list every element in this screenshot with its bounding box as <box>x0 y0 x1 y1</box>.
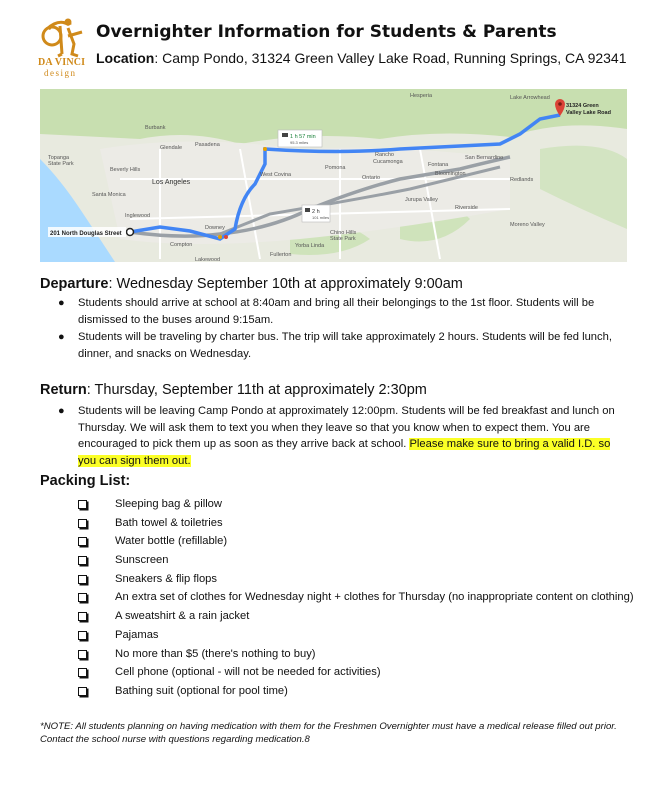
list-item: An extra set of clothes for Wednesday night + clothes for Thursday (no inappropriate content on clothing) <box>78 588 638 607</box>
logo-subtitle: design <box>44 68 77 78</box>
svg-text:West Covina: West Covina <box>260 172 292 178</box>
packing-list <box>78 495 638 701</box>
svg-text:Hesperia: Hesperia <box>410 93 433 99</box>
svg-text:Inglewood: Inglewood <box>125 213 151 219</box>
list-item: Sneakers & flip flops <box>78 570 638 589</box>
svg-text:Santa Monica: Santa Monica <box>92 192 126 198</box>
svg-text:Fullerton: Fullerton <box>270 252 292 258</box>
map-end-label-2: Valley Lake Road <box>566 110 611 116</box>
departure-value: : Wednesday September 10th at approximately 9:00am <box>108 276 463 292</box>
list-item: Water bottle (refillable) <box>78 532 638 551</box>
svg-text:Moreno Valley: Moreno Valley <box>510 222 545 228</box>
location-line <box>96 50 627 66</box>
route2-distance: 101 miles <box>312 215 330 220</box>
map-end-label: 31324 Green <box>566 103 599 109</box>
svg-text:Riverside: Riverside <box>455 205 478 211</box>
svg-text:State Park: State Park <box>48 161 74 167</box>
return-list <box>58 403 628 470</box>
svg-text:Los Angeles: Los Angeles <box>152 179 191 186</box>
route-map-image <box>40 89 627 262</box>
packing-list-title: Packing List: <box>40 473 131 489</box>
checkbox-icon <box>78 612 87 621</box>
svg-text:Bloomington: Bloomington <box>435 171 466 177</box>
checkbox-icon <box>78 575 87 584</box>
return-value: : Thursday, September 11th at approximately 2:30pm <box>86 382 427 398</box>
checkbox-icon <box>78 537 87 546</box>
route1-time: 1 h 57 min <box>290 134 316 140</box>
route2-time: 2 h <box>312 209 320 215</box>
list-item: Sunscreen <box>78 551 638 570</box>
svg-text:Chino Hills: Chino Hills <box>330 230 357 236</box>
list-item: A sweatshirt & a rain jacket <box>78 607 638 626</box>
svg-text:Lake Arrowhead: Lake Arrowhead <box>510 95 550 101</box>
return-label: Return <box>40 382 87 398</box>
svg-text:Topanga: Topanga <box>48 155 70 161</box>
logo-figure-icon <box>38 14 90 58</box>
route1-distance: 95.3 miles <box>290 140 309 145</box>
svg-text:Jurupa Valley: Jurupa Valley <box>405 197 438 203</box>
departure-list <box>58 295 628 363</box>
list-item: Bath towel & toiletries <box>78 514 638 533</box>
svg-text:Pomona: Pomona <box>325 165 346 171</box>
return-heading <box>40 382 427 398</box>
checkbox-icon <box>78 500 87 509</box>
svg-text:Beverly Hills: Beverly Hills <box>110 167 141 173</box>
bullet-icon: ● <box>58 297 65 309</box>
list-item: Sleeping bag & pillow <box>78 495 638 514</box>
page-title: Overnighter Information for Students & Parents <box>96 22 557 42</box>
svg-text:Downey: Downey <box>205 225 225 231</box>
checkbox-icon <box>78 556 87 565</box>
checkbox-icon <box>78 631 87 640</box>
list-item: ● Students will be leaving Camp Pondo at approximately 12:00pm. Students will be fed breakfast and lunch on Thursday. We will ask them to text you when they leave so that you know when to expect them. You are encouraged to pick them up as soon as they arrive back at school. Please make sure to bring a valid I.D. so you can sign them out. <box>58 405 615 467</box>
route-map[interactable] <box>40 89 627 262</box>
checkbox-icon <box>78 668 87 677</box>
list-item: Bathing suit (optional for pool time) <box>78 682 638 701</box>
checkbox-icon <box>78 687 87 696</box>
logo-wordmark: DA VINCI <box>38 57 86 68</box>
location-value: : Camp Pondo, 31324 Green Valley Lake Road, Running Springs, CA 92341 <box>154 50 627 66</box>
medication-note: *NOTE: All students planning on having medication with them for the Freshmen Overnighter must have a medical release filled out prior. Contact the school nurse with questions regarding medication.8 <box>40 721 617 745</box>
checkbox-icon <box>78 519 87 528</box>
list-item: Cell phone (optional - will not be needed for activities) <box>78 663 638 682</box>
svg-text:Yorba Linda: Yorba Linda <box>295 243 325 249</box>
da-vinci-logo <box>38 14 90 78</box>
location-label: Location <box>96 50 155 66</box>
svg-text:Pasadena: Pasadena <box>195 142 220 148</box>
departure-label: Departure <box>40 276 109 292</box>
svg-text:Ontario: Ontario <box>362 175 381 181</box>
list-item: ● Students will be traveling by charter bus. The trip will take approximately 2 hours. Students will be fed lunch, dinner, and snacks on Wednesday. <box>58 331 612 360</box>
svg-text:Cucamonga: Cucamonga <box>373 159 403 165</box>
list-item: No more than $5 (there's nothing to buy) <box>78 645 638 664</box>
checkbox-icon <box>78 650 87 659</box>
bullet-icon: ● <box>58 405 65 417</box>
svg-text:Lakewood: Lakewood <box>195 257 221 262</box>
departure-heading <box>40 276 463 292</box>
checkbox-icon <box>78 593 87 602</box>
svg-text:San Bernardino: San Bernardino <box>465 155 504 161</box>
id-reminder-highlight: Please make sure to bring a valid I.D. so you can sign them out. <box>78 438 611 467</box>
bullet-icon: ● <box>58 331 65 343</box>
map-start-label: 201 North Douglas Street <box>50 231 122 237</box>
svg-text:Fontana: Fontana <box>428 162 449 168</box>
svg-text:Burbank: Burbank <box>145 125 166 131</box>
svg-text:Glendale: Glendale <box>160 145 183 151</box>
list-item: Pajamas <box>78 626 638 645</box>
svg-text:Redlands: Redlands <box>510 177 534 183</box>
svg-text:State Park: State Park <box>330 236 356 242</box>
svg-text:Rancho: Rancho <box>375 152 394 158</box>
svg-text:Compton: Compton <box>170 242 193 248</box>
list-item: ● Students should arrive at school at 8:40am and bring all their belongings to the 1st floor. Students will be dismissed to the buses around 9:15am. <box>58 297 595 326</box>
